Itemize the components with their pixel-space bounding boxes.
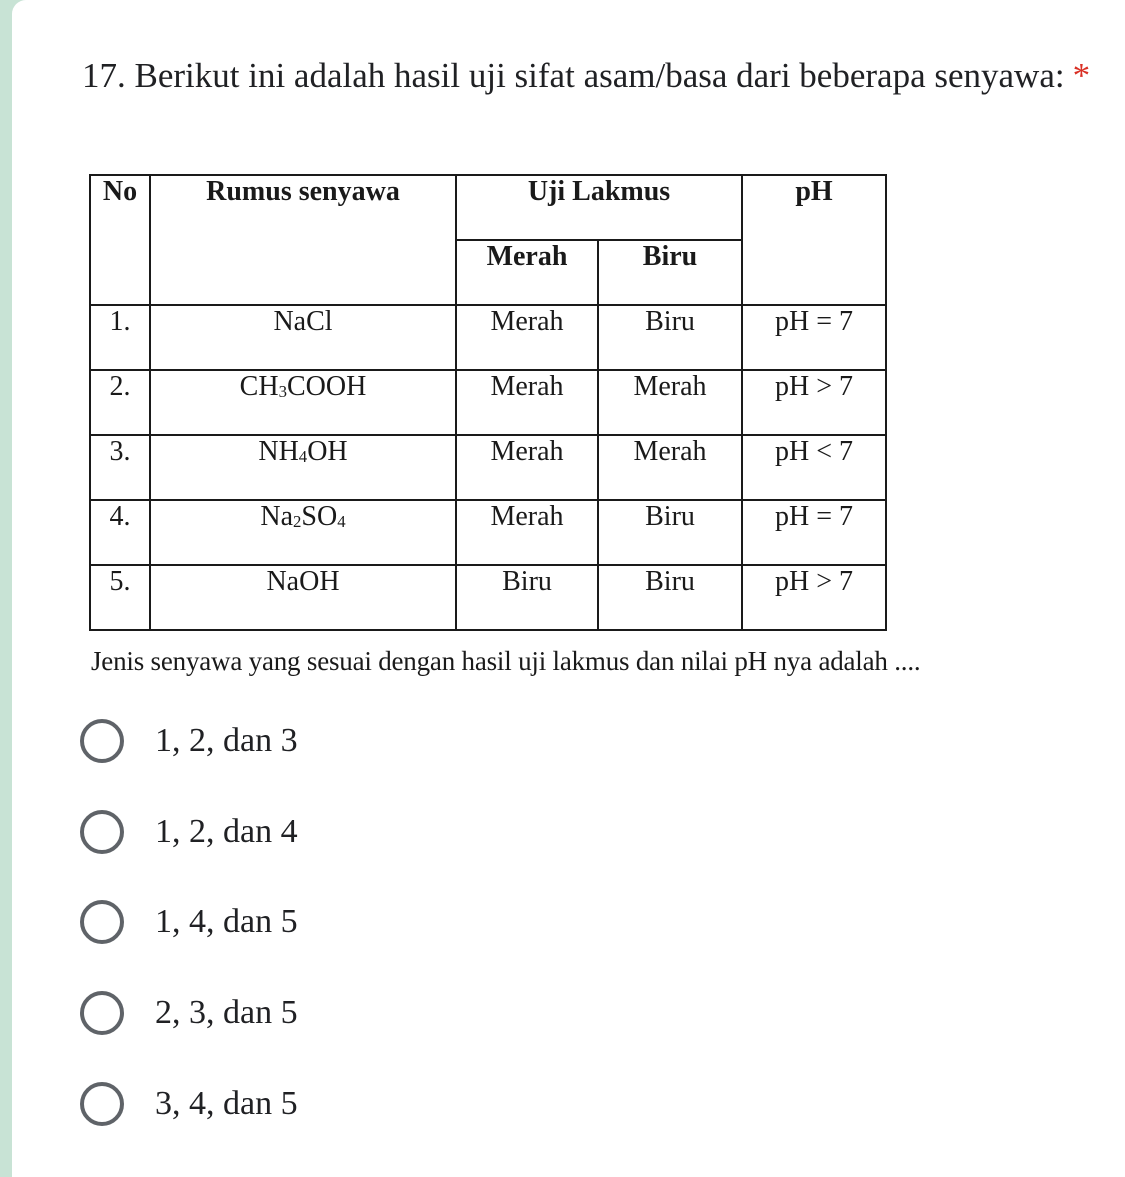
option-3[interactable] xyxy=(80,897,480,947)
cell-merah: Merah xyxy=(456,305,598,370)
formula-text: NH xyxy=(258,436,299,467)
cell-ph: pH < 7 xyxy=(742,435,886,500)
formula-text: Na xyxy=(260,501,294,532)
option-2[interactable] xyxy=(80,807,480,857)
litmus-test-table xyxy=(89,174,887,631)
cell-no: 3. xyxy=(90,435,150,500)
cell-biru: Merah xyxy=(598,435,742,500)
required-asterisk: * xyxy=(1072,56,1091,95)
formula-text: NaCl xyxy=(273,306,333,337)
header-uji-lakmus: Uji Lakmus xyxy=(456,175,742,240)
radio-unchecked-icon[interactable] xyxy=(80,900,124,944)
table-row xyxy=(90,435,886,500)
question-title xyxy=(82,54,1090,98)
header-merah: Merah xyxy=(456,240,598,305)
cell-formula xyxy=(150,500,456,565)
table-row xyxy=(90,500,886,565)
formula-subscript: 3 xyxy=(278,382,287,401)
cell-merah: Merah xyxy=(456,370,598,435)
option-label[interactable]: 3, 4, dan 5 xyxy=(155,1085,298,1122)
table-row xyxy=(90,370,886,435)
cell-merah: Merah xyxy=(456,500,598,565)
formula-text: SO xyxy=(301,501,338,532)
radio-unchecked-icon[interactable] xyxy=(80,719,124,763)
cell-biru: Biru xyxy=(598,565,742,630)
cell-no: 1. xyxy=(90,305,150,370)
cell-formula xyxy=(150,435,456,500)
option-label[interactable]: 1, 2, dan 4 xyxy=(155,813,298,850)
cell-no: 5. xyxy=(90,565,150,630)
cell-ph: pH > 7 xyxy=(742,565,886,630)
question-card xyxy=(12,0,1125,1177)
cell-formula xyxy=(150,370,456,435)
option-label[interactable]: 1, 2, dan 3 xyxy=(155,722,298,759)
table-row xyxy=(90,565,886,630)
formula-subscript: 2 xyxy=(293,512,302,531)
radio-unchecked-icon[interactable] xyxy=(80,1082,124,1126)
cell-formula xyxy=(150,305,456,370)
formula-subscript: 4 xyxy=(298,447,308,466)
formula-subscript: 4 xyxy=(337,512,346,531)
formula-text: CH xyxy=(239,371,279,402)
cell-merah: Biru xyxy=(456,565,598,630)
cell-biru: Biru xyxy=(598,500,742,565)
cell-ph: pH > 7 xyxy=(742,370,886,435)
option-label[interactable]: 1, 4, dan 5 xyxy=(155,903,298,940)
header-biru: Biru xyxy=(598,240,742,305)
table-row xyxy=(90,305,886,370)
header-no: No xyxy=(90,175,150,305)
radio-unchecked-icon[interactable] xyxy=(80,991,124,1035)
question-text: 17. Berikut ini adalah hasil uji sifat asam/basa dari beberapa senyawa: xyxy=(82,56,1065,95)
radio-unchecked-icon[interactable] xyxy=(80,810,124,854)
cell-biru: Merah xyxy=(598,370,742,435)
option-1[interactable] xyxy=(80,716,480,766)
formula-text: OH xyxy=(307,436,348,467)
cell-formula xyxy=(150,565,456,630)
formula-text: COOH xyxy=(286,371,367,402)
table-caption: Jenis senyawa yang sesuai dengan hasil uji lakmus dan nilai pH nya adalah .... xyxy=(91,646,921,676)
question-image xyxy=(77,172,1097,692)
formula-text: NaOH xyxy=(266,566,340,597)
option-5[interactable] xyxy=(80,1079,480,1129)
cell-merah: Merah xyxy=(456,435,598,500)
cell-biru: Biru xyxy=(598,305,742,370)
option-4[interactable] xyxy=(80,988,480,1038)
cell-no: 4. xyxy=(90,500,150,565)
header-rumus: Rumus senyawa xyxy=(150,175,456,305)
header-ph: pH xyxy=(742,175,886,305)
option-label[interactable]: 2, 3, dan 5 xyxy=(155,994,298,1031)
cell-ph: pH = 7 xyxy=(742,305,886,370)
cell-no: 2. xyxy=(90,370,150,435)
cell-ph: pH = 7 xyxy=(742,500,886,565)
